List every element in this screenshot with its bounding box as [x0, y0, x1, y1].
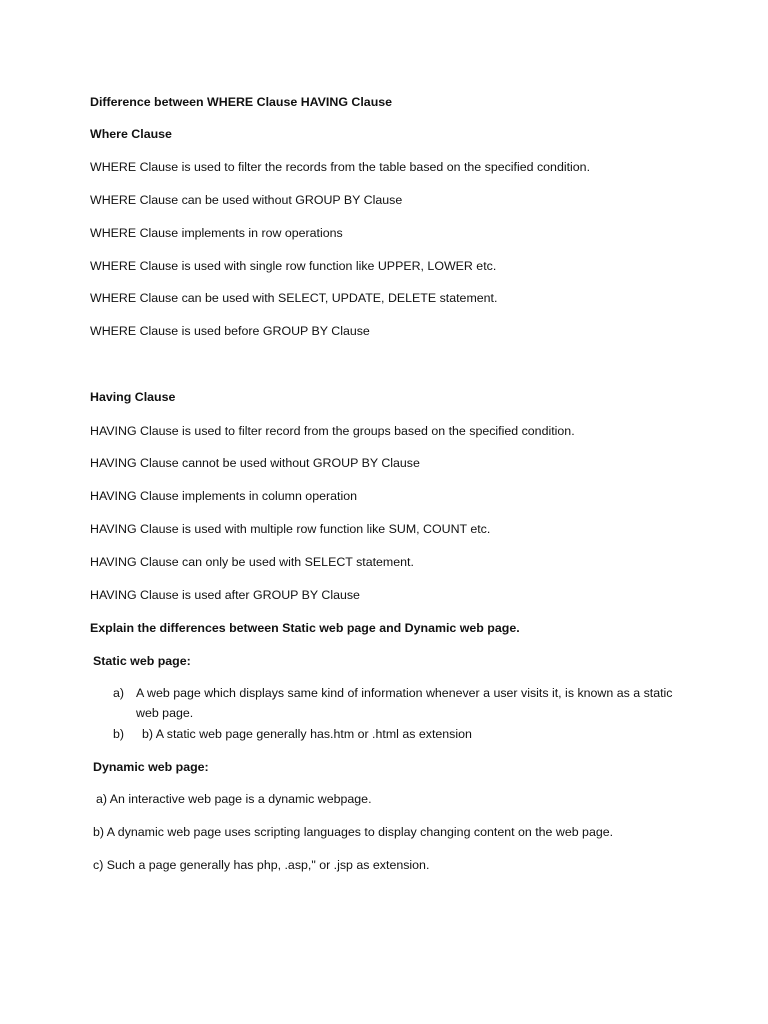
list-item-text: A web page which displays same kind of information whenever a user visits it, is known as a static web page. — [136, 686, 673, 720]
where-clause-heading: Where Clause — [90, 127, 172, 141]
dynamic-web-page-line: a) An interactive web page is a dynamic webpage. — [96, 792, 372, 806]
dynamic-web-page-heading: Dynamic web page: — [93, 760, 209, 774]
having-clause-line: HAVING Clause implements in column operation — [90, 489, 357, 503]
static-web-page-heading: Static web page: — [93, 654, 191, 668]
web-page-question: Explain the differences between Static web page and Dynamic web page. — [90, 621, 520, 635]
dynamic-web-page-line: c) Such a page generally has php, .asp," or .jsp as extension. — [93, 858, 430, 872]
list-item-text: b) A static web page generally has.htm or .html as extension — [142, 727, 472, 741]
where-clause-line: WHERE Clause can be used without GROUP BY Clause — [90, 193, 403, 207]
where-clause-line: WHERE Clause is used before GROUP BY Clause — [90, 324, 370, 338]
having-clause-line: HAVING Clause is used with multiple row function like SUM, COUNT etc. — [90, 522, 491, 536]
where-clause-line: WHERE Clause implements in row operations — [90, 226, 343, 240]
having-clause-line: HAVING Clause can only be used with SELECT statement. — [90, 555, 414, 569]
dynamic-web-page-line: b) A dynamic web page uses scripting languages to display changing content on the web page. — [93, 825, 614, 839]
list-marker: a) — [113, 686, 125, 700]
where-clause-line: WHERE Clause can be used with SELECT, UPDATE, DELETE statement. — [90, 291, 498, 305]
where-clause-line: WHERE Clause is used to filter the records from the table based on the specified condition. — [90, 160, 591, 174]
having-clause-line: HAVING Clause cannot be used without GROUP BY Clause — [90, 456, 420, 470]
having-clause-line: HAVING Clause is used to filter record from the groups based on the specified condition. — [90, 424, 575, 438]
having-clause-heading: Having Clause — [90, 390, 176, 404]
where-clause-line: WHERE Clause is used with single row function like UPPER, LOWER etc. — [90, 259, 497, 273]
having-clause-line: HAVING Clause is used after GROUP BY Clause — [90, 588, 360, 602]
list-marker: b) — [113, 727, 125, 741]
document-title: Difference between WHERE Clause HAVING Clause — [90, 95, 393, 109]
